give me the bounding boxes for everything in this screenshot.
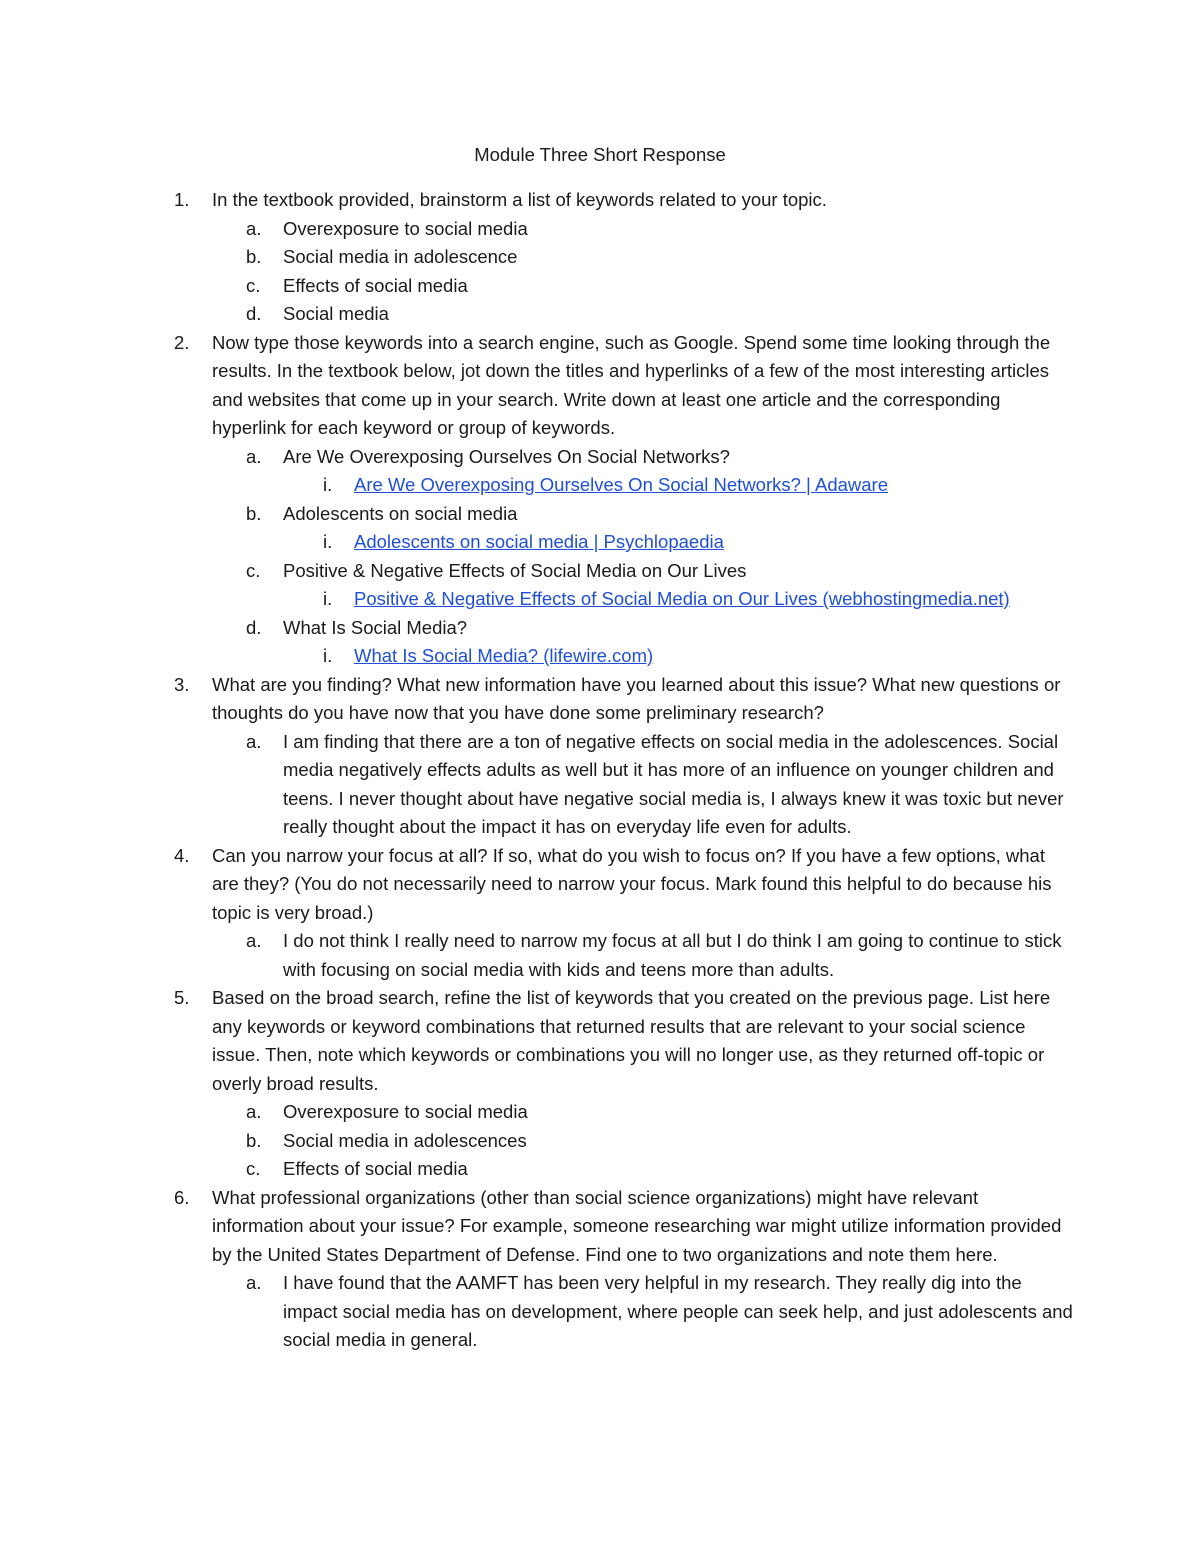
answer-item <box>0 614 1073 643</box>
answer-text: What Is Social Media? <box>283 616 468 638</box>
answer-text: I am finding that there are a ton of negative effects on social media in the adolescences. Social media negatively effects adults as well but it has more of an influence on younger children and teens. I never thought about have negative social media is, I always knew it was toxic but never really thought about the impact it has on everyday life even for adults. <box>283 730 1064 837</box>
answer-item <box>0 300 1073 329</box>
question-item <box>0 186 1072 215</box>
answer-label: b. <box>246 1129 262 1151</box>
answer-text: Overexposure to social media <box>283 1101 528 1122</box>
link-item <box>0 528 1074 557</box>
answer-text: Social media in adolescences <box>283 1129 527 1151</box>
answer-item <box>0 500 1073 529</box>
article-hyperlink[interactable]: Adolescents on social media | Psychlopaedia <box>354 531 724 552</box>
answer-text: Social media <box>283 303 389 324</box>
answer-text: Effects of social media <box>283 1158 468 1179</box>
question-number: 4. <box>174 844 190 866</box>
answer-label: a. <box>246 930 262 951</box>
question-list <box>0 186 1200 1355</box>
question-number: 6. <box>174 1186 190 1208</box>
article-hyperlink[interactable]: What Is Social Media? (lifewire.com) <box>354 645 654 666</box>
answer-text: Social media in adolescence <box>283 246 518 267</box>
answer-text: I do not think I really need to narrow my focus at all but I do think I am going to continue to stick with focusing on social media with kids and teens more than adults. <box>283 930 1062 980</box>
question-item <box>0 984 1072 1098</box>
answer-text: Are We Overexposing Ourselves On Social Networks? <box>283 445 730 467</box>
question-number: 2. <box>174 331 190 353</box>
answer-text: Overexposure to social media <box>283 217 528 239</box>
article-hyperlink[interactable]: Positive & Negative Effects of Social Media on Our Lives (webhostingmedia.net) <box>354 588 1010 609</box>
answer-item <box>0 557 1073 586</box>
question-text: What are you finding? What new information have you learned about this issue? What new questions or thoughts do you have now that you have done some preliminary research? <box>212 673 1061 723</box>
link-label: i. <box>323 474 333 495</box>
answer-label: c. <box>246 274 261 296</box>
link-item <box>0 585 1074 614</box>
answer-item <box>0 927 1073 984</box>
answer-item <box>0 1155 1073 1184</box>
question-item <box>0 1184 1072 1270</box>
question-text: Now type those keywords into a search engine, such as Google. Spend some time looking through the results. In the textbook below, jot down the titles and hyperlinks of a few of the most interesting articles and websites that come up in your search. Write down at least one article and the corresponding hyperlink for each keyword or group of keywords. <box>212 331 1051 438</box>
question-text: Based on the broad search, refine the list of keywords that you created on the previous page. List here any keywords or keyword combinations that returned results that are relevant to your social science issue. Then, note which keywords or combinations you will no longer use, as they returned off-topic or overly broad results. <box>212 987 1051 1094</box>
question-item <box>0 329 1072 443</box>
question-text: What professional organizations (other than social science organizations) might have relevant information about your issue? For example, someone researching war might utilize information provided by the United States Department of Defense. Find one to two organizations and note them here. <box>212 1186 1062 1265</box>
answer-text: Positive & Negative Effects of Social Media on Our Lives <box>283 559 747 581</box>
link-label: i. <box>323 645 333 666</box>
article-hyperlink[interactable]: Are We Overexposing Ourselves On Social Networks? | Adaware <box>354 474 888 495</box>
answer-text: Adolescents on social media <box>283 502 518 524</box>
answer-label: b. <box>246 502 262 524</box>
answer-text: I have found that the AAMFT has been very helpful in my research. They really dig into the impact social media has on development, where people can seek help, and just adolescents and social media in general. <box>283 1272 1073 1350</box>
link-item <box>0 471 1074 500</box>
question-item <box>0 671 1072 728</box>
answer-label: a. <box>246 445 262 467</box>
question-number: 5. <box>174 987 190 1008</box>
link-item <box>0 642 1074 671</box>
answer-label: a. <box>246 1272 262 1293</box>
answer-item <box>0 272 1073 301</box>
link-label: i. <box>323 588 333 609</box>
question-number: 3. <box>174 673 190 695</box>
document-title: Module Three Short Response <box>474 144 726 165</box>
answer-label: b. <box>246 246 262 267</box>
answer-item <box>0 1269 1073 1355</box>
answer-label: a. <box>246 730 262 752</box>
question-text: In the textbook provided, brainstorm a list of keywords related to your topic. <box>212 189 827 210</box>
answer-label: c. <box>246 559 261 581</box>
link-label: i. <box>323 531 333 552</box>
question-number: 1. <box>174 189 190 210</box>
answer-label: d. <box>246 616 262 638</box>
answer-label: a. <box>246 1101 262 1122</box>
answer-item <box>0 1098 1073 1127</box>
answer-label: d. <box>246 303 262 324</box>
answer-item <box>0 443 1073 472</box>
question-text: Can you narrow your focus at all? If so, what do you wish to focus on? If you have a few options, what are they? (You do not necessarily need to narrow your focus. Mark found this helpful to do because his topic is very broad.) <box>212 844 1052 923</box>
answer-text: Effects of social media <box>283 274 468 296</box>
question-item <box>0 842 1072 928</box>
answer-item <box>0 215 1073 244</box>
answer-item <box>0 728 1073 842</box>
answer-item <box>0 243 1073 272</box>
answer-label: a. <box>246 217 262 239</box>
answer-item <box>0 1127 1073 1156</box>
answer-label: c. <box>246 1158 261 1179</box>
